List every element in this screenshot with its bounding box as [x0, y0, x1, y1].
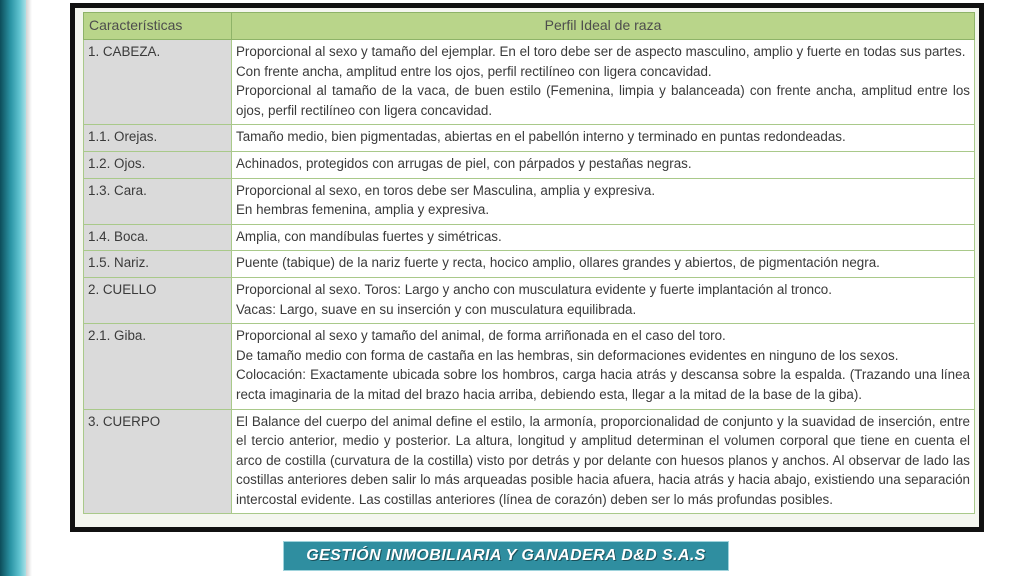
ideal-profile-description — [232, 40, 975, 125]
table-row — [84, 151, 975, 178]
table-row — [84, 40, 975, 125]
ideal-profile-description — [232, 251, 975, 278]
breed-profile-table-frame — [70, 3, 984, 532]
characteristic-label: 1.3. Cara. — [84, 178, 232, 224]
table-row — [84, 324, 975, 409]
description-line: Con frente ancha, amplitud entre los ojos, perfil rectilíneo con ligera concavidad. — [236, 63, 712, 79]
characteristic-label: 1.2. Ojos. — [84, 151, 232, 178]
table-row — [84, 251, 975, 278]
ideal-profile-description — [232, 324, 975, 409]
table-row — [84, 224, 975, 251]
ideal-profile-description — [232, 178, 975, 224]
table-row — [84, 178, 975, 224]
description-line: Colocación: Exactamente ubicada sobre los hombros, carga hacia atrás y descansa sobre la espalda. (Trazando una línea recta imaginaria de la mitad del brazo hacia arriba, debiendo esta, llegar a la mitad de la base de la giba). — [236, 367, 970, 402]
characteristic-label: 1. CABEZA. — [84, 40, 232, 125]
header-ideal-profile: Perfil Ideal de raza — [232, 13, 975, 40]
ideal-profile-description — [232, 409, 975, 514]
ideal-profile-description — [232, 151, 975, 178]
description-line: Proporcional al tamaño de la vaca, de buen estilo (Femenina, limpia y balanceada) con frente ancha, amplitud entre los ojos, perfil rectilíneo con ligera concavidad. — [236, 83, 970, 118]
description-line: Amplia, con mandíbulas fuertes y simétricas. — [236, 228, 502, 244]
table-row — [84, 277, 975, 323]
breed-profile-table — [83, 12, 975, 514]
table-row — [84, 125, 975, 152]
description-line: Puente (tabique) de la nariz fuerte y recta, hocico amplio, ollares grandes y abiertos, de pigmentación negra. — [236, 255, 880, 271]
characteristic-label: 2.1. Giba. — [84, 324, 232, 409]
description-line: Proporcional al sexo y tamaño del ejemplar. En el toro debe ser de aspecto masculino, amplio y fuerte en todas sus partes. — [236, 44, 966, 59]
company-banner: GESTIÓN INMOBILIARIA Y GANADERA D&D S.A.S — [283, 541, 729, 571]
description-line: Proporcional al sexo, en toros debe ser Masculina, amplia y expresiva. — [236, 182, 656, 198]
description-line: Tamaño medio, bien pigmentadas, abiertas en el pabellón interno y terminado en puntas redondeadas. — [236, 129, 846, 145]
ideal-profile-description — [232, 125, 975, 152]
characteristic-label: 1.5. Nariz. — [84, 251, 232, 278]
table-row — [84, 409, 975, 514]
description-line: El Balance del cuerpo del animal define el estilo, la armonía, proporcionalidad de conjunto y la suavidad de inserción, entre el tercio anterior, medio y posterior. La altura, longitud y amplitud determinan el volumen corporal que tiene en cuenta el arco de costilla (curvatura de la costilla) visto por detrás y por delante con huesos planos y anchos. Al observar de lado las costillas anteriores deben salir lo más arqueadas posible hacia afuera, hacia atrás y hacia abajo, existiendo una separación intercostal evidente. Las costillas anteriores (línea de corazón) deben ser lo más profundas posibles. — [236, 413, 970, 507]
ideal-profile-description — [232, 224, 975, 251]
ideal-profile-description — [232, 277, 975, 323]
characteristic-label: 3. CUERPO — [84, 409, 232, 514]
description-line: Proporcional al sexo. Toros: Largo y ancho con musculatura evidente y fuerte implantación al tronco. — [236, 281, 832, 297]
left-accent-strip — [0, 0, 26, 576]
table-header-row — [84, 13, 975, 40]
characteristic-label: 1.1. Orejas. — [84, 125, 232, 152]
description-line: Achinados, protegidos con arrugas de piel, con párpados y pestañas negras. — [236, 155, 692, 171]
breed-profile-table-area — [75, 8, 979, 527]
description-line: De tamaño medio con forma de castaña en las hembras, sin deformaciones evidentes en ninguno de los sexos. — [236, 347, 899, 363]
characteristic-label: 2. CUELLO — [84, 277, 232, 323]
description-line: Vacas: Largo, suave en su inserción y con musculatura equilibrada. — [236, 301, 637, 317]
description-line: Proporcional al sexo y tamaño del animal, de forma arriñonada en el caso del toro. — [236, 328, 726, 344]
description-line: En hembras femenina, amplia y expresiva. — [236, 202, 490, 218]
header-characteristics: Características — [84, 13, 232, 40]
characteristic-label: 1.4. Boca. — [84, 224, 232, 251]
